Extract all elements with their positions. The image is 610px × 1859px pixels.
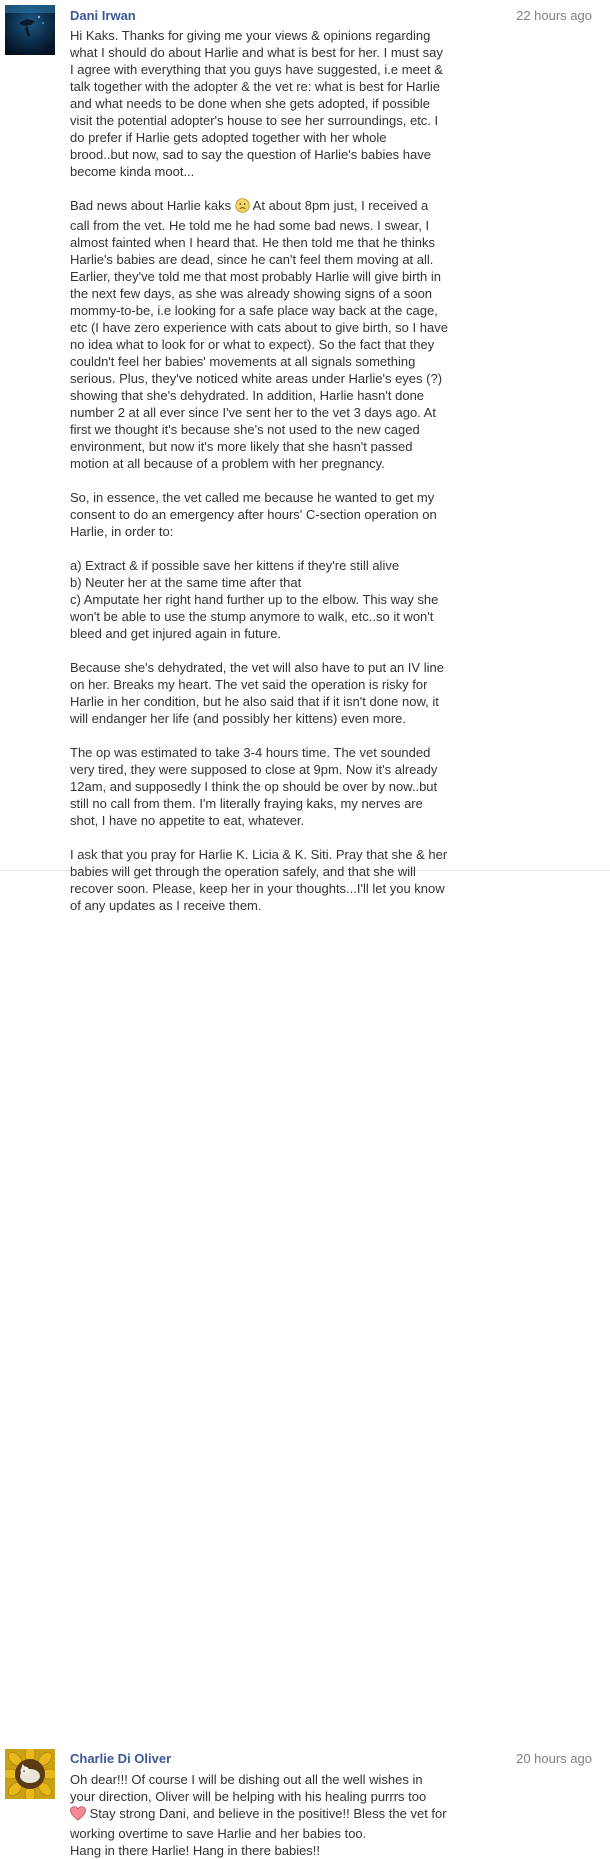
- paragraph-dehydrated: Because she's dehydrated, the vet will also have to put an IV line on her. Breaks my heart. The vet said the operation is risky for Harlie in her condition, but he also said that if it isn't done now, it will endanger her life (and possibly her kittens) even more.: [70, 660, 444, 726]
- comment-body: [70, 27, 592, 914]
- paragraph-intro: Hi Kaks. Thanks for giving me your views & opinions regarding what I should do about Harlie and what is best for her. I must say I agree with everything that you guys have suggested, i.e meet & talk together with the adopter & the vet re: what is best for Harlie and what needs to be done when she gets adopted, if possible visit the potential adopter's house to see her surroundings, etc. I do prefer if Harlie gets adopted together with her whole brood..but now, sad to say the question of Harlie's babies have become kinda moot...: [70, 28, 443, 179]
- author-name-link[interactable]: Charlie Di Oliver: [70, 1751, 172, 1766]
- underwater-photo-thumbnail: [5, 5, 55, 55]
- paragraph-op-duration: The op was estimated to take 3-4 hours time. The vet sounded very tired, they were supposed to close at 9pm. Now it's already 12am, and supposedly I think the op should be over by now..but still no call from them. I'm literally fraying kaks, my nerves are shot, I have no appetite to eat, whatever.: [70, 745, 438, 828]
- comment-charlie-di-oliver: [0, 871, 610, 1858]
- timestamp[interactable]: 22 hours ago: [516, 8, 592, 23]
- timestamp[interactable]: 20 hours ago: [516, 1751, 592, 1766]
- heart-emoji-icon: [70, 1806, 86, 1825]
- avatar-charlie-di-oliver[interactable]: [5, 1749, 55, 1799]
- paragraph-consent: So, in essence, the vet called me because he wanted to get my consent to do an emergency after hours' C-section operation on Harlie, in order to:: [70, 490, 437, 539]
- comment-body: Oh dear!!! Of course I will be dishing out all the well wishes in your direction, Oliver will be helping with his healing purrrs too Stay strong Dani, and believe in the positive!! Bless the vet for working overtime to save Harlie and her babies too. Hang in there Harlie! Hang in there babies!!: [70, 1772, 447, 1858]
- paragraph-procedure-list: a) Extract & if possible save her kittens if they're still alive b) Neuter her at the same time after that c) Amputate her right hand further up to the elbow. This way she won't be able to use the stump anymore to walk, etc..so it won't bleed and get injured again in future.: [70, 558, 439, 641]
- author-name-link[interactable]: Dani Irwan: [70, 8, 136, 23]
- comment-dani-irwan: [0, 0, 610, 913]
- paragraph-bad-news: Bad news about Harlie kaks At about 8pm just, I received a call from the vet. He told me he had some bad news. I swear, I almost fainted when I heard that. He then told me that he thinks Harlie's babies are dead, since he can't feel them moving at all. Earlier, they've told me that most probably Harlie will give birth in the next few days, as she was already showing signs of a soon mommy-to-be, i.e looking for a safe place way back at the cage, etc (I have zero experience with cats about to give birth, so I have no idea what to look for or what to expect). So the fact that they couldn't feel her babies' movements at all signals something serious. Plus, they've noticed white areas under Harlie's eyes (?) showing that she's dehydrated. In addition, Harlie hasn't done number 2 at all ever since I've sent her to the vet 3 days ago. At first we thought it's because she's not used to the new caged environment, but now it's more likely that she hasn't passed motion at all because of a problem with her pregnancy.: [70, 198, 448, 471]
- paragraph-prayer: I ask that you pray for Harlie K. Licia & K. Siti. Pray that she & her babies will get through the operation safely, and that she will recover soon. Please, keep her in your thoughts...I'll let you know of any updates as I receive them.: [70, 847, 448, 913]
- avatar-dani-irwan[interactable]: [5, 5, 55, 55]
- sunflower-cat-photo-thumbnail: [5, 1749, 55, 1799]
- sad-face-emoji-icon: [235, 198, 250, 217]
